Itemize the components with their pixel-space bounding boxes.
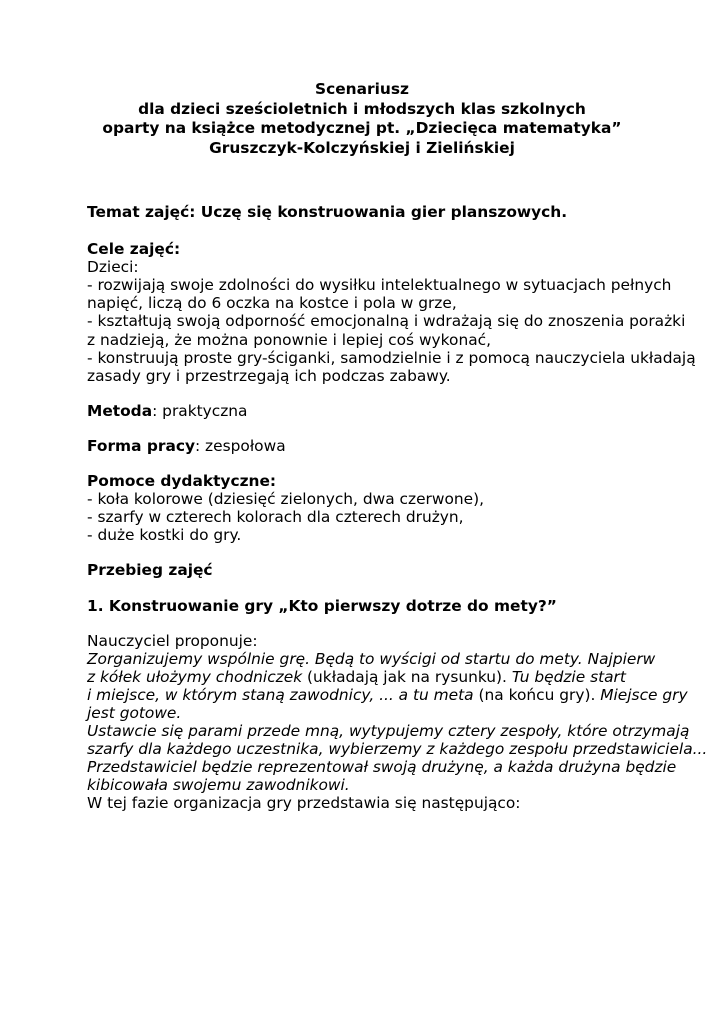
scenario-line: Ustawcie się parami przede mną, wytypujemy cztery zespoły, które otrzymają — [87, 722, 690, 741]
aids-line: - szarfy w czterech kolorach dla czterech drużyn, — [87, 508, 464, 527]
method-label: Metoda — [87, 401, 153, 420]
goals-line: - rozwijają swoje zdolności do wysiłku intelektualnego w sytuacjach pełnych — [87, 276, 672, 295]
header-subtitle-line: dla dzieci sześcioletnich i młodszych klas szkolnych — [138, 99, 586, 118]
scenario-plain: (na końcu gry). — [473, 685, 601, 704]
method-line — [87, 402, 687, 420]
scenario-plain: (układają jak na rysunku). — [302, 667, 512, 686]
form-value: : zespołowa — [194, 436, 286, 455]
header-title: Scenariusz — [315, 80, 409, 98]
scenario-line: Przedstawiciel będzie reprezentował swoją drużynę, a każda drużyna będzie — [87, 758, 677, 777]
goals-line: - konstruują proste gry-ściganki, samodzielnie i z pomocą nauczyciela układają — [87, 348, 696, 367]
method-value: : praktyczna — [152, 401, 248, 420]
scenario-line: szarfy dla każdego uczestnika, wybierzemy z każdego zespołu przedstawiciela... — [87, 740, 708, 759]
scenario-italic: Miejsce gry — [600, 685, 688, 704]
scenario-line — [87, 686, 687, 704]
document-body — [87, 203, 708, 813]
form-line — [87, 437, 687, 455]
goals-heading: Cele zajęć: — [87, 240, 181, 259]
scenario-italic: Tu będzie start — [511, 667, 626, 686]
section-intro: Nauczyciel proponuje: — [87, 631, 258, 650]
section-heading: 1. Konstruowanie gry „Kto pierwszy dotrze do mety?” — [87, 596, 557, 615]
form-label: Forma pracy — [87, 436, 195, 455]
course-heading: Przebieg zajęć — [87, 561, 213, 580]
goals-line: napięć, liczą do 6 oczka na kostce i pola w grze, — [87, 294, 457, 313]
topic-line: Temat zajęć: Uczę się konstruowania gier planszowych. — [87, 203, 568, 221]
scenario-line: Zorganizujemy wspólnie grę. Będą to wyścigi od startu do mety. Najpierw — [87, 649, 656, 668]
goals-line: Dzieci: — [87, 258, 139, 277]
goals-line: z nadzieją, że można ponownie i lepiej coś wykonać, — [87, 330, 491, 349]
aids-heading: Pomoce dydaktyczne: — [87, 472, 277, 491]
aids-line: - koła kolorowe (dziesięć zielonych, dwa czerwone), — [87, 490, 484, 509]
goals-line: zasady gry i przestrzegają ich podczas zabawy. — [87, 366, 451, 385]
header-subtitle-line: Gruszczyk-Kolczyńskiej i Zielińskiej — [209, 138, 515, 157]
scenario-italic: z kółek ułożymy chodniczek — [87, 667, 303, 686]
document-header — [40, 80, 684, 158]
scenario-line — [87, 668, 687, 686]
aids-line: - duże kostki do gry. — [87, 526, 242, 545]
scenario-line: W tej fazie organizacja gry przedstawia się następująco: — [87, 794, 521, 813]
scenario-line: jest gotowe. — [87, 703, 182, 722]
header-subtitle-line: oparty na książce metodycznej pt. „Dziecięca matematyka” — [102, 119, 622, 137]
scenario-italic: i miejsce, w którym staną zawodnicy, ... a tu meta — [87, 685, 474, 704]
scenario-line: kibicowała swojemu zawodnikowi. — [87, 776, 350, 795]
goals-line: - kształtują swoją odporność emocjonalną i wdrażają się do znoszenia porażki — [87, 312, 686, 331]
